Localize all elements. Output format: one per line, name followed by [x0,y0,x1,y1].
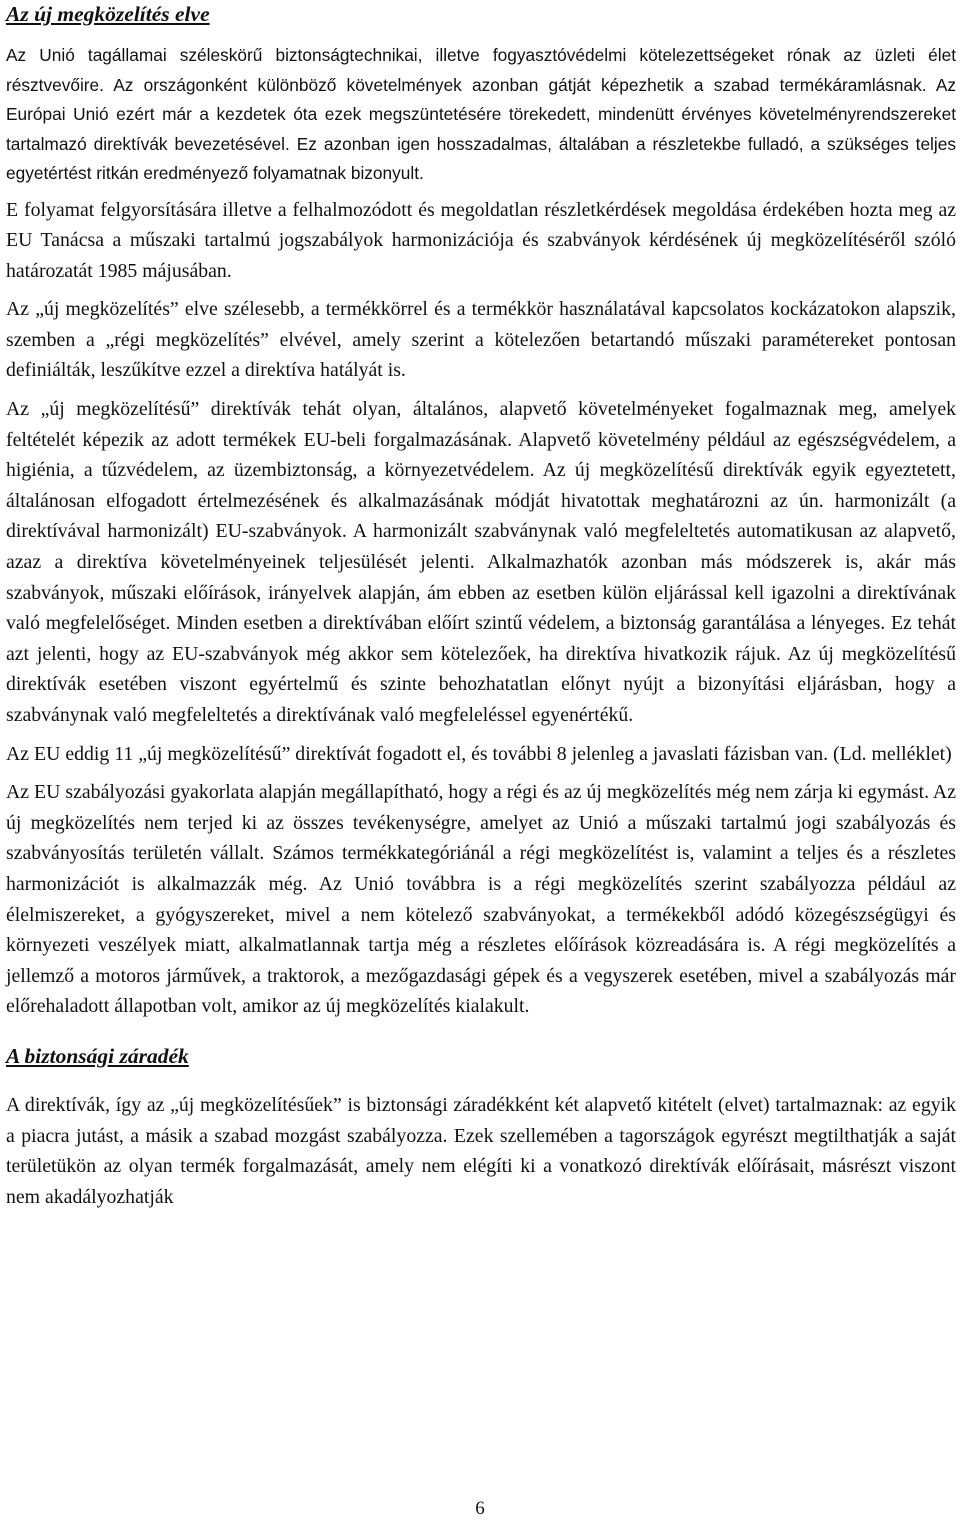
paragraph: Az Unió tagállamai széleskörű biztonságtechnikai, illetve fogyasztóvédelmi kötelezettségeket rónak az üzleti élet résztvevőire. Az országonként különböző követelmények azonban gátját képezhetik a szabad termékáramlásnak. Az Európai Unió ezért már a kezdetek óta ezek megszüntetésére törekedett, mindenütt érvényes követelményrendszereket tartalmazó direktívák bevezetésével. Ez azonban igen hosszadalmas, általában a részletekbe fulladó, a szükséges teljes egyetértést ritkán eredményező folyamatnak bizonyult. [6,45,956,183]
paragraph: A direktívák, így az „új megközelítésűek” is biztonsági záradékként két alapvető kitételt (elvet) tartalmaznak: az egyik a piacra jutást, a másik a szabad mozgást szabályozza. Ezek szellemében a tagországok egyrészt megtilthatják a saját területükön az olyan termék forgalmazását, amely nem elégíti ki a vonatkozó direktívák előírásait, másrészt viszont nem akadályozhatják [6,1093,956,1208]
paragraph: E folyamat felgyorsítására illetve a felhalmozódott és megoldatlan részletkérdések megoldása érdekében hozta meg az EU Tanácsa a műszaki tartalmú jogszabályok harmonizációja és szabványok kérdésének új megközelítéséről szóló határozatát 1985 májusában. [6,198,956,282]
paragraph: Az „új megközelítés” elve szélesebb, a termékkörrel és a termékkör használatával kapcsolatos kockázatokon alapszik, szemben a „régi megközelítés” elvével, amely szerint a kötelezően betartandó műszaki paramétereket pontosan definiálták, leszűkítve ezzel a direktíva hatályát is. [6,298,956,382]
document-page [6,0,956,1220]
page-number: 6 [475,1498,485,1519]
paragraph: Az „új megközelítésű” direktívák tehát olyan, általános, alapvető követelményeket fogalmaznak meg, amelyek feltételét képezik az adott termékek EU-beli forgalmazásának. Alapvető követelmény például az egészségvédelem, a higiénia, a tűzvédelem, az üzembiztonság, a környezetvédelem. Az új megközelítésű direktívák egyik egyeztetett, általánosan elfogadott értelmezésének és alkalmazásának módját hivatottak meghatározni az ún. harmonizált (a direktívával harmonizált) EU-szabványok. A harmonizált szabványnak való megfeleltetés automatikusan az alapvető, azaz a direktíva követelményeinek teljesülését jelenti. Alkalmazhatók azonban más módszerek is, akár más szabványok, műszaki előírások, irányelvek alapján, ám ebben az esetben külön eljárással kell igazolni a direktívának való megfelelőséget. Minden esetben a direktívában előírt szintű védelem, a biztonság garantálása a lényeges. Ez tehát azt jelenti, hogy az EU-szabványok még akkor sem kötelezőek, ha direktíva hivatkozik rájuk. Az új megközelítésű direktívák esetében viszont egyértelmű és szinte behozhatatlan előnyt nyújt a bizonyítási eljárásban, hogy a szabványnak való megfeleltetés a direktívának való megfeleléssel egyenértékű. [6,398,956,726]
section-heading-new-approach: Az új megközelítés elve [6,2,210,26]
paragraph: Az EU eddig 11 „új megközelítésű” direktívát fogadott el, és további 8 jelenleg a javaslati fázisban van. (Ld. melléklet) [6,742,952,765]
paragraph: Az EU szabályozási gyakorlata alapján megállapítható, hogy a régi és az új megközelítés még nem zárja ki egymást. Az új megközelítés nem terjed ki az összes tevékenységre, amelyet az Unió a műszaki tartalmú jogi szabályozás és szabványosítás területén vállalt. Számos termékkategóriánál a régi megközelítést is, valamint a teljes és a részletes harmonizációt is alkalmazzák még. Az Unió továbbra is a régi megközelítés szerint szabályozza például az élelmiszereket, a gyógyszereket, mivel a nem kötelező szabványokat, a termékekből adódó közegészségügyi és környezeti veszélyek miatt, alkalmatlannak tartja még a részletes előírások közreadására is. A régi megközelítés a jellemző a motoros járművek, a traktorok, a mezőgazdasági gépek és a vegyszerek esetében, mivel a szabályozás már előrehaladott állapotban volt, amikor az új megközelítés kialakult. [6,781,956,1018]
section-heading-safeguard-clause: A biztonsági záradék [6,1043,189,1068]
